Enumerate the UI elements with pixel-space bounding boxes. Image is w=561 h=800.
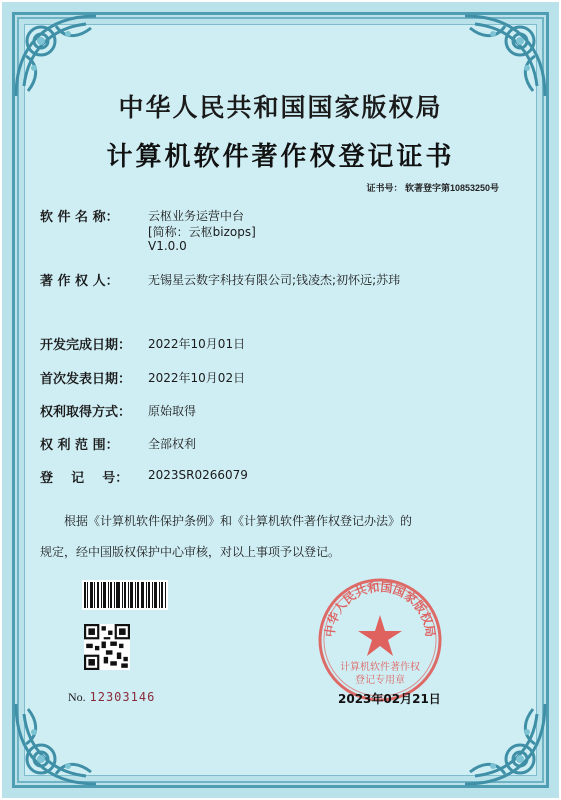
- copyright-owner-value: 无锡星云数字科技有限公司;钱凌杰;初怀远;苏玮: [148, 273, 401, 287]
- statement-line-2: 规定，经中国版权保护中心审核，对以上事项予以登记。: [40, 545, 341, 559]
- seal-bottom-line-2: 登记专用章: [355, 675, 405, 686]
- acquisition-method-label: 权利取得方式：: [40, 405, 132, 420]
- serial-number: [68, 690, 155, 705]
- seal-top-text: 中华人民共和国国家版权局: [322, 580, 438, 638]
- registration-number-value: 2023SR0266079: [148, 468, 248, 482]
- seal-bottom-line-1: 计算机软件著作权: [340, 662, 420, 673]
- software-name-value: 云枢业务运营中台: [148, 209, 245, 223]
- barcode-icon: [82, 580, 168, 610]
- certificate-title: 计算机软件著作权登记证书: [106, 142, 455, 172]
- software-short-name: [简称：云枢bizops]: [148, 225, 256, 239]
- rights-scope-label: 权 利 范 围：: [40, 438, 119, 453]
- software-version: V1.0.0: [148, 239, 187, 253]
- statement-line-1: 根据《计算机软件保护条例》和《计算机软件著作权登记办法》的: [64, 514, 413, 528]
- issuing-authority: 中华人民共和国国家版权局: [118, 93, 443, 122]
- development-date-value: 2022年10月01日: [148, 337, 246, 351]
- certificate-number: 证书号： 软著登字第10853250号: [366, 183, 499, 193]
- rights-scope-value: 全部权利: [148, 437, 197, 451]
- official-seal-icon: [315, 575, 445, 705]
- serial-prefix: No.: [68, 690, 86, 704]
- issue-date: 2023年02月21日: [338, 692, 441, 706]
- acquisition-method-value: 原始取得: [148, 404, 197, 418]
- first-publication-label: 首次发表日期：: [40, 372, 132, 387]
- copyright-owner-label: 著 作 权 人：: [40, 274, 119, 289]
- first-publication-value: 2022年10月02日: [148, 371, 246, 385]
- development-date-label: 开发完成日期：: [40, 338, 132, 353]
- serial-value: 12303146: [89, 690, 156, 704]
- registration-number-label: 登 记 号：: [40, 471, 129, 486]
- qr-code-icon: [84, 624, 130, 670]
- software-name-label: 软 件 名 称：: [40, 210, 119, 225]
